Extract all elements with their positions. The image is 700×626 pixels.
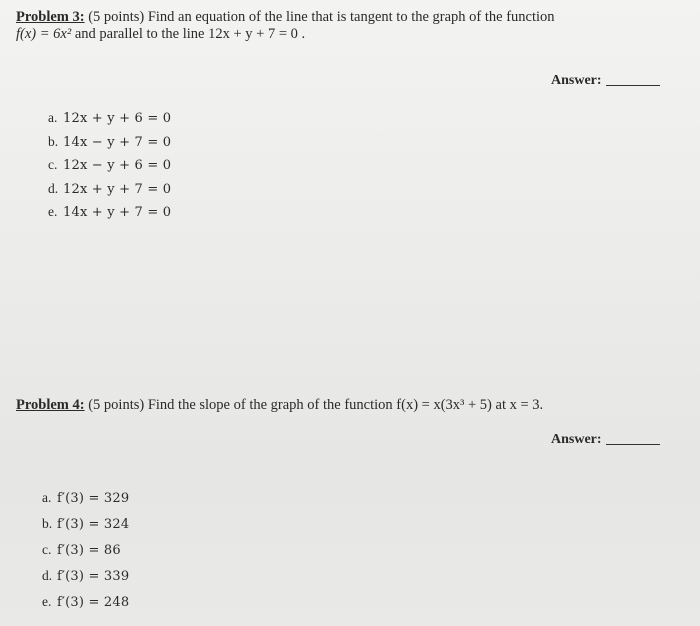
problem-3-number: Problem 3: — [16, 9, 85, 25]
problem-3-points: (5 points) — [88, 9, 145, 25]
problem-3-answer — [551, 73, 660, 89]
problem-3-choice-c[interactable]: c. 12x − y + 6 = 0 — [48, 157, 172, 173]
problem-4-choice-a[interactable]: a. f′(3) = 329 — [42, 490, 130, 506]
problem-4-answer-label: Answer: — [551, 432, 602, 447]
problem-3-choice-d[interactable]: d. 12x + y + 7 = 0 — [48, 180, 172, 197]
problem-3-answer-label: Answer: — [551, 73, 602, 88]
problem-3-choice-b[interactable]: b. 14x − y + 7 = 0 — [48, 133, 172, 150]
problem-3-text-line2: and parallel to the line 12x + y + 7 = 0 . — [74, 26, 306, 42]
problem-4-answer-blank[interactable] — [606, 444, 660, 445]
problem-3-choices — [48, 106, 171, 224]
problem-4-statement — [16, 397, 676, 414]
problem-3-text-line1: Find an equation of the line that is tangent to the graph of the function — [147, 9, 555, 25]
problem-4-text: Find the slope of the graph of the function f(x) = x(3x³ + 5) at x = 3. — [147, 397, 544, 413]
problem-4-choices — [42, 485, 129, 615]
problem-4-choice-b[interactable]: b. f′(3) = 324 — [42, 516, 130, 532]
problem-4-number: Problem 4: — [16, 397, 85, 413]
problem-4-choice-c[interactable]: c. f′(3) = 86 — [42, 542, 121, 558]
problem-3-choice-e[interactable]: e. 14x + y + 7 = 0 — [48, 204, 172, 220]
problem-3-statement — [16, 9, 646, 43]
problem-4-answer — [551, 432, 660, 448]
problem-3-answer-blank[interactable] — [606, 85, 660, 86]
problem-4-points: (5 points) — [88, 397, 145, 413]
problem-4-choice-e[interactable]: e. f′(3) = 248 — [42, 594, 130, 610]
problem-3-function: f(x) = 6x² — [16, 26, 72, 42]
problem-3-choice-a[interactable]: a. 12x + y + 6 = 0 — [48, 110, 172, 126]
problem-4-choice-d[interactable]: d. f′(3) = 339 — [42, 568, 130, 584]
